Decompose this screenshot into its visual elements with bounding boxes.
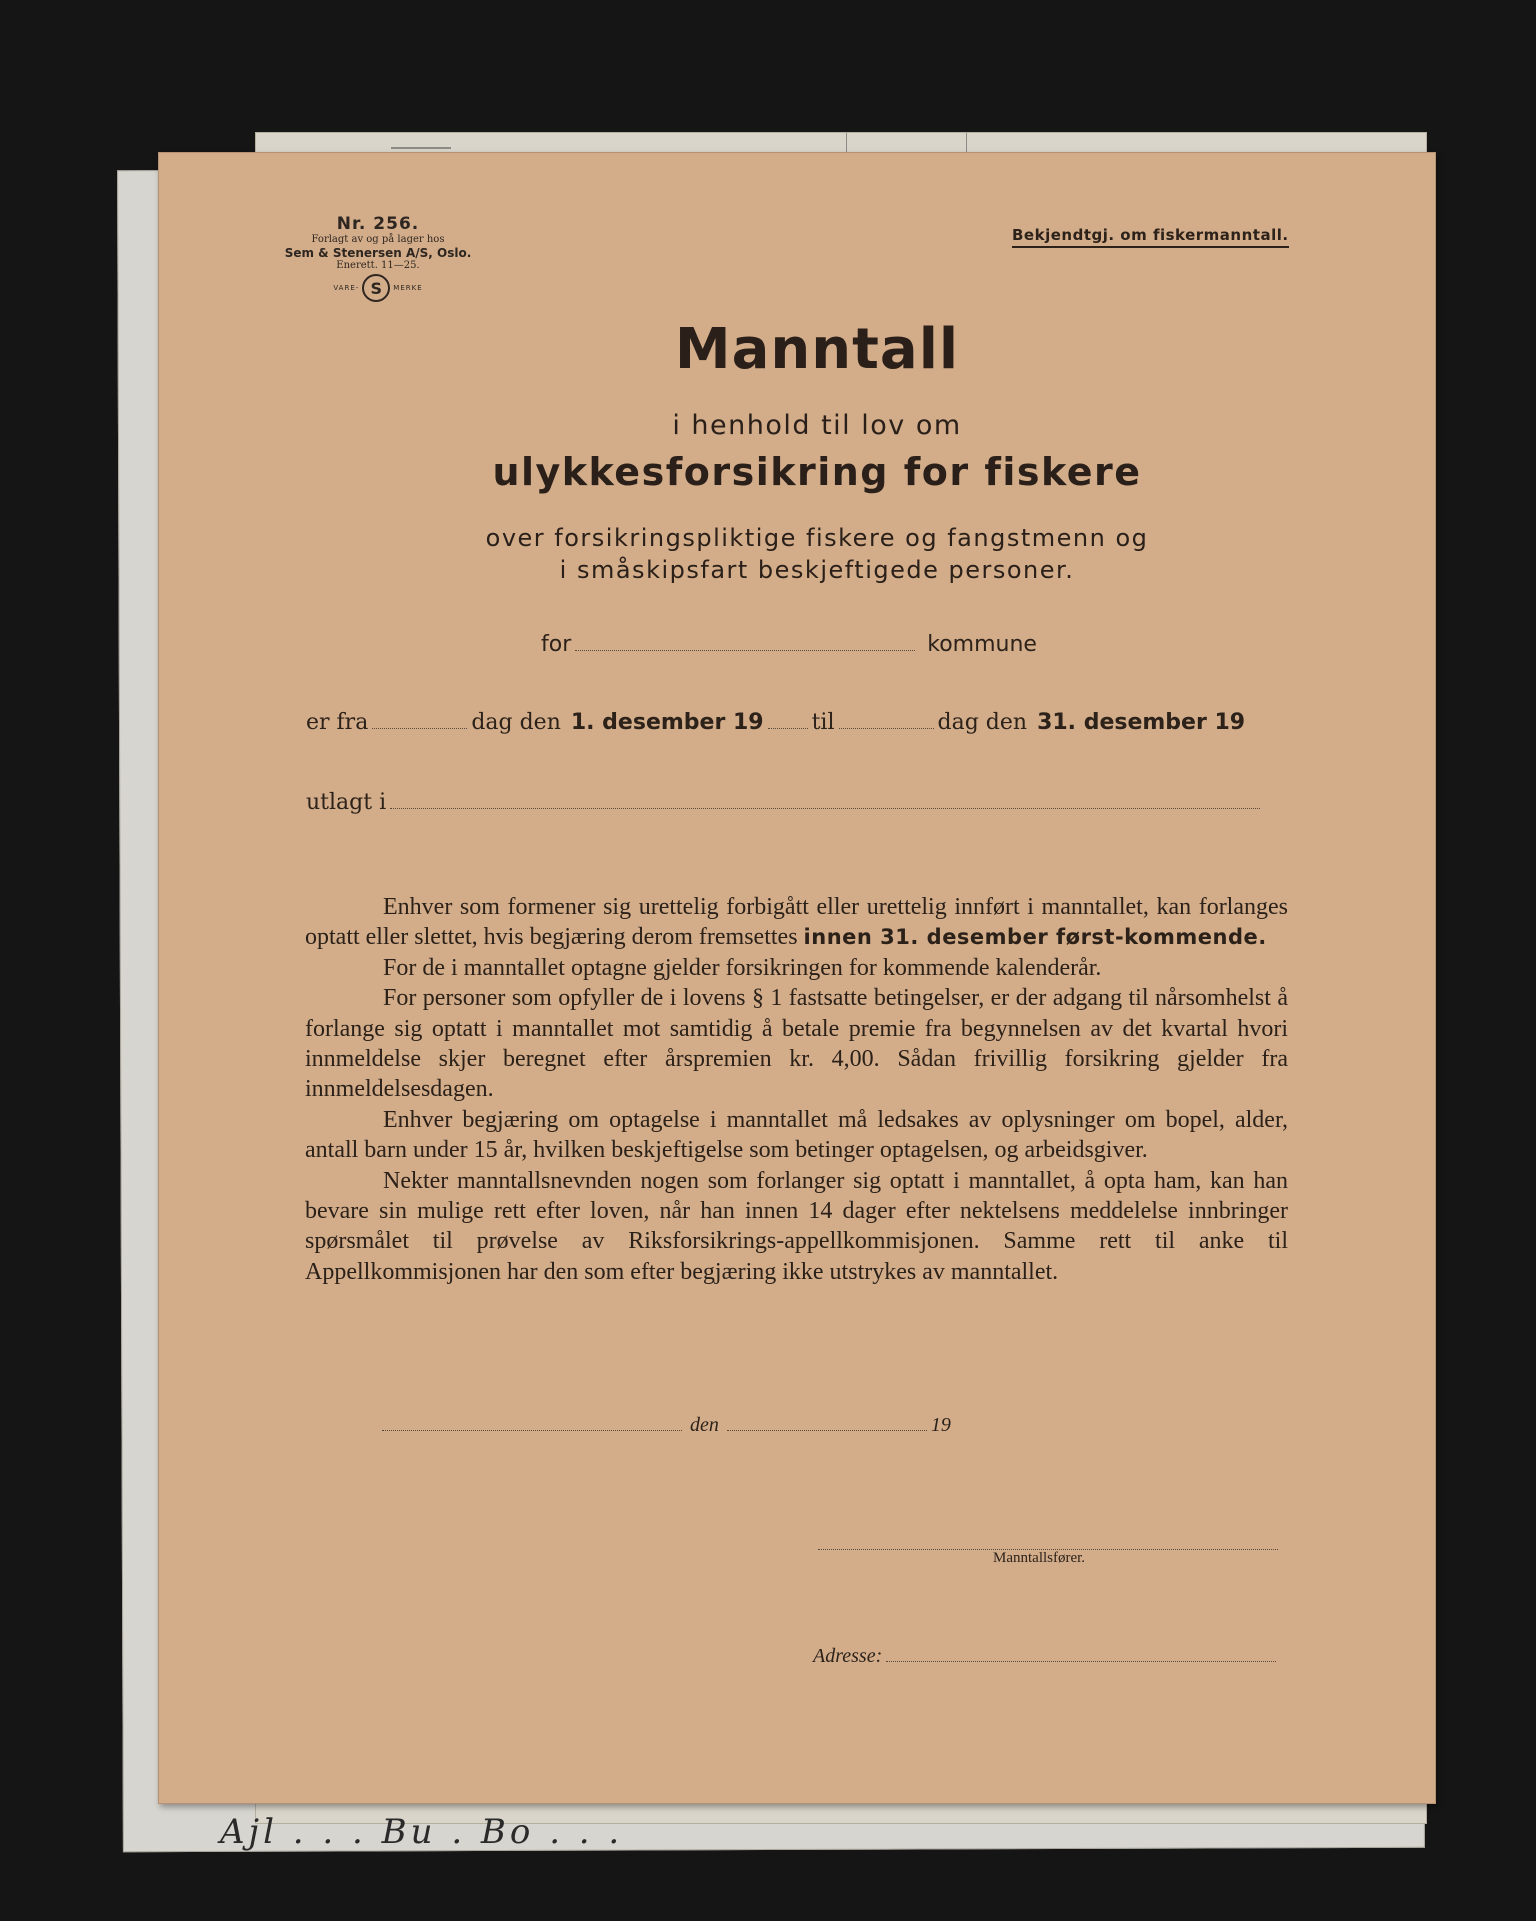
title-line-3: ulykkesforsikring for fiskere <box>492 450 1142 494</box>
place-blank[interactable] <box>382 1429 682 1431</box>
paragraph-3: For personer som opfyller de i lovens § 1 fastsatte betingelser, er der adgang til nårsomhelst å forlange sig optatt i manntallet mot samtidig å betale premie fra begynnelsen av det kvartal hvori innmeldelse skjer beregnet efter årspremien kr. 4,00. Sådan frivillig forsikring gjelder fra innmeldelsesdagen. <box>305 985 1288 1103</box>
rights-line: Enerett. 11—25. <box>336 260 420 271</box>
municipality-row <box>541 632 1037 657</box>
dag-den-label-2: dag den <box>937 710 1028 735</box>
deadline-emphasis: innen 31. desember først-kommende. <box>803 925 1267 950</box>
header-reference: Bekjendtgj. om fiskermanntall. <box>1012 226 1289 248</box>
den-label: den <box>690 1414 719 1436</box>
period-row <box>306 710 1245 735</box>
paragraph-1 <box>305 892 1288 953</box>
end-day-blank[interactable] <box>839 727 934 729</box>
start-date: 1. desember 19 <box>570 710 764 735</box>
regulations-text <box>305 892 1288 1287</box>
paragraph-1-text: Enhver som formener sig urettelig forbigått eller urettelig innført i manntallet, kan forlanges optatt eller slettet, hvis begjæring derom fremsettes <box>305 894 1288 951</box>
start-day-blank[interactable] <box>372 727 467 729</box>
paragraph-4: Enhver begjæring om optagelse i manntallet må ledsakes av oplysninger om bopel, alder, antall barn under 15 år, hvilken beskjeftigelse som betinger optagelsen, og arbeidsgiver. <box>305 1106 1288 1164</box>
end-date: 31. desember 19 <box>1037 710 1246 735</box>
title-line-4: over forsikringspliktige fiskere og fangstmenn og <box>485 524 1149 552</box>
address-blank[interactable] <box>886 1660 1276 1662</box>
for-label: for <box>541 632 572 657</box>
title-subheading <box>158 522 1436 586</box>
kommune-label: kommune <box>927 632 1037 657</box>
utlagt-label: utlagt i <box>306 790 387 815</box>
posted-row <box>306 790 1264 815</box>
back-sheet-mark <box>391 147 451 149</box>
municipality-blank[interactable] <box>575 649 915 651</box>
paragraph-5: Nekter manntallsnevnden nogen som forlanger sig optatt i manntallet, å opta ham, kan han bevare sin mulige rett efter loven, når han innen 14 dager efter nektelsens meddelelse innbringer spørsmålet til prøvelse av Riksforsikrings-appellkommisjonen. Samme rett til anke til Appellkommisjonen har den som efter begjæring ikke utstrykes av manntallet. <box>305 1167 1288 1285</box>
start-year-blank[interactable] <box>768 727 808 729</box>
role-label: Manntallsfører. <box>993 1550 1086 1566</box>
document-title: Manntall <box>674 317 960 382</box>
s-seal-icon: S <box>362 274 390 302</box>
address-row <box>813 1645 1280 1668</box>
title-line-2: i henhold til lov om <box>672 410 962 441</box>
form-number: Nr. 256. <box>336 214 420 234</box>
dag-den-label-1: dag den <box>471 710 561 735</box>
publisher-firm: Sem & Stenersen A/S, Oslo. <box>284 246 472 260</box>
til-label: til <box>811 710 835 735</box>
back-sheet-handwriting: Ajl . . . Bu . Bo . . . <box>220 1812 624 1852</box>
publisher-imprint <box>253 214 503 302</box>
address-label: Adresse: <box>813 1645 883 1667</box>
trademark-left-word: VARE- <box>333 284 360 292</box>
posted-location-blank[interactable] <box>390 807 1260 809</box>
trademark-right-word: MERKE <box>393 284 423 292</box>
paragraph-2: For de i manntallet optagne gjelder forsikringen for kommende kalenderår. <box>383 954 1102 981</box>
trademark-logo <box>253 274 503 302</box>
document-page <box>158 152 1436 1804</box>
title-line-5: i småskipsfart beskjeftigede personer. <box>559 556 1075 584</box>
signature-date-row <box>378 1414 951 1437</box>
publisher-line: Forlagt av og på lager hos <box>311 234 445 245</box>
date-blank[interactable] <box>727 1429 927 1431</box>
year-label: 19 <box>930 1414 951 1436</box>
er-fra-label: er fra <box>306 710 369 735</box>
